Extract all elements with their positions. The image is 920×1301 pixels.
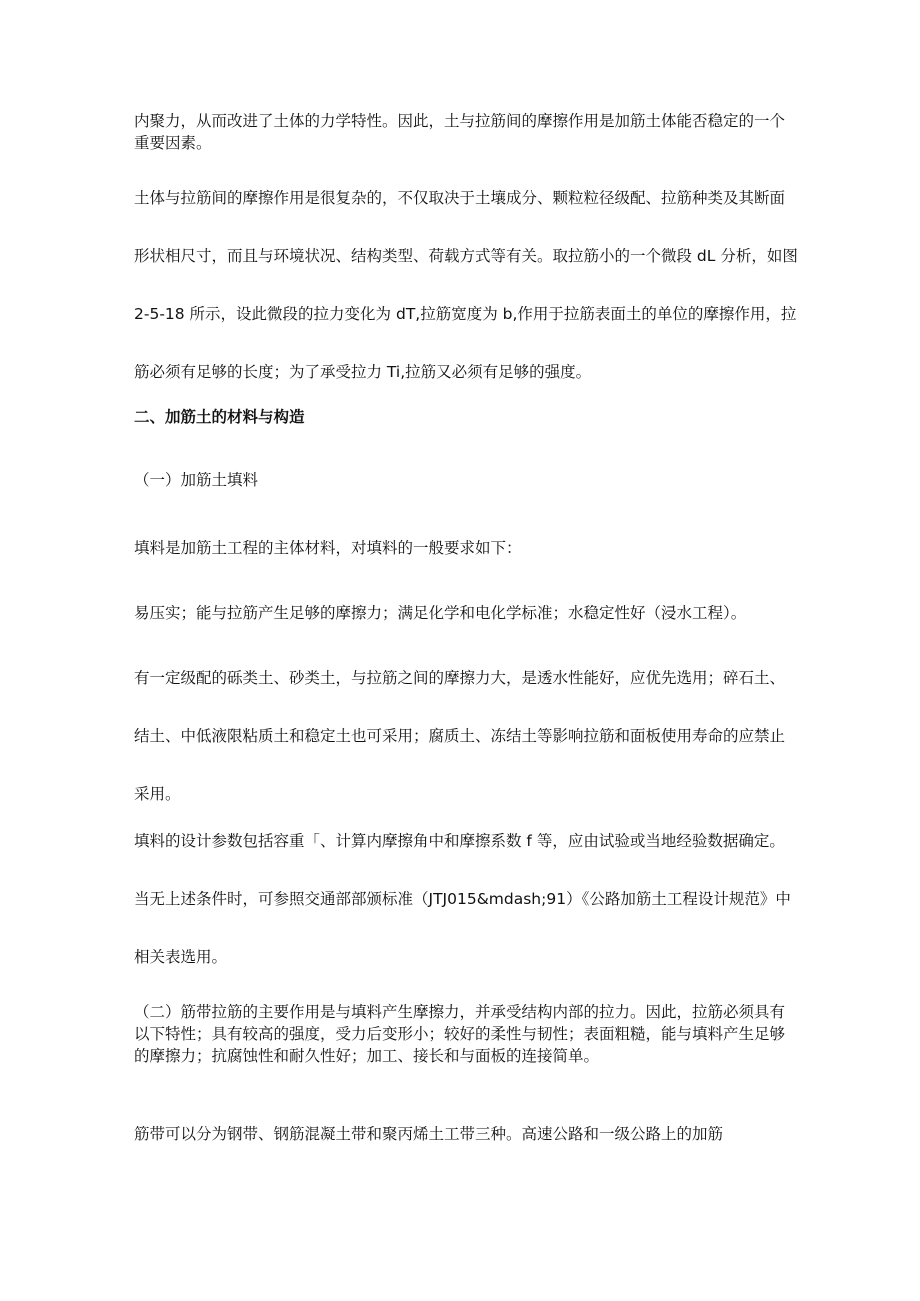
- paragraph-strip-types: 筋带可以分为钢带、钢筋混凝土带和聚丙烯土工带三种。高速公路和一级公路上的加筋: [134, 1125, 724, 1143]
- paragraph-fill-parameters: 填料的设计参数包括容重「、计算内摩擦角中和摩擦系数 f 等，应由试验或当地经验数据确定。当无上述条件时，可参照交通部部颁标准（JTJ015&mdash;91）《公路加筋土工程设计规范》中相关表选用。: [134, 832, 791, 966]
- paragraph-cohesion: 内聚力，从而改进了土体的力学特性。因此，土与拉筋间的摩擦作用是加筋土体能否稳定的一个重要因素。: [134, 112, 786, 152]
- paragraph-fill-requirements: 易压实；能与拉筋产生足够的摩擦力；满足化学和电化学标准；水稳定性好（浸水工程）。: [134, 604, 747, 622]
- paragraph-reinforcing-strip: （二）筋带拉筋的主要作用是与填料产生摩擦力，并承受结构内部的拉力。因此，拉筋必须具有以下特性；具有较高的强度，受力后变形小；较好的柔性与韧性；表面粗糙，能与填料产生足够的摩擦力；抗腐蚀性和耐久性好；加工、接长和与面板的连接简单。: [134, 1003, 786, 1065]
- paragraph-fill-types: 有一定级配的砾类土、砂类土，与拉筋之间的摩擦力大，是透水性能好，应优先选用；碎石土、结土、中低液限粘质土和稳定土也可采用；腐质土、冻结土等影响拉筋和面板使用寿命的应禁止采用。: [134, 669, 786, 803]
- paragraph-friction-mechanism: 土体与拉筋间的摩擦作用是很复杂的，不仅取决于土壤成分、颗粒粒径级配、拉筋种类及其断面形状相尺寸，而且与环境状况、结构类型、荷载方式等有关。取拉筋小的一个微段 dL 分析，如图 2-5-18 所示，设此微段的拉力变化为 dT,拉筋宽度为 b,作用于拉筋表面土的单位的摩擦作用，拉筋必须有足够的长度；为了承受拉力 Ti,拉筋又必须有足够的强度。: [134, 189, 798, 381]
- paragraph-fill-intro: 填料是加筋土工程的主体材料，对填料的一般要求如下：: [134, 539, 522, 557]
- subheading-fill: （一）加筋土填料: [134, 471, 259, 489]
- section-heading-materials: 二、加筋土的材料与构造: [134, 408, 305, 426]
